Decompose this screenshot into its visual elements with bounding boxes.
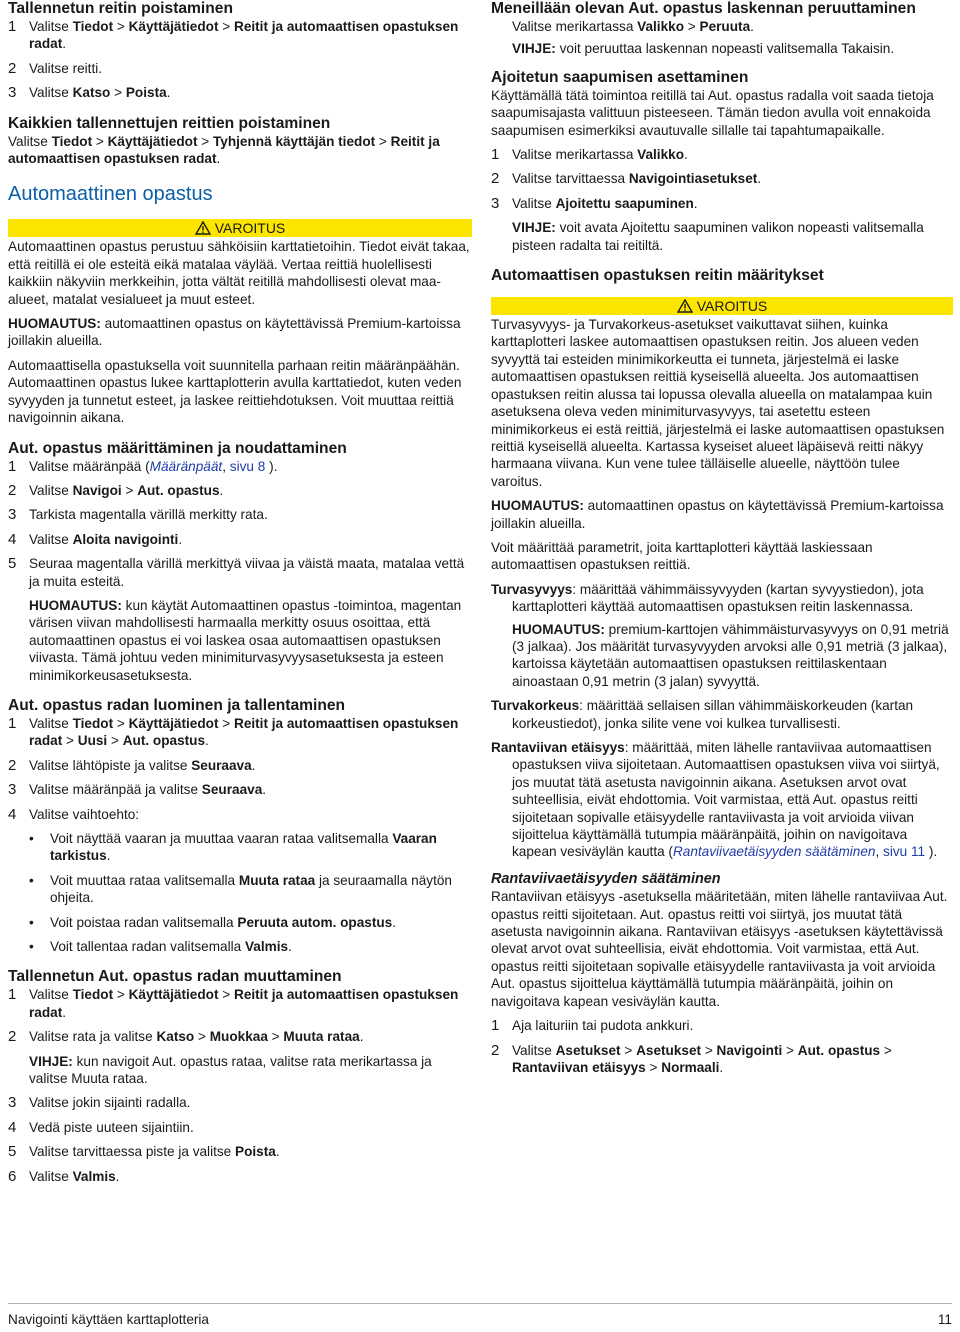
note: HUOMAUTUS: kun käytät Automaattinen opastus -toimintoa, magentan värisen viivan mahdollisesti harmaalla merkitty osuus osoittaa, että automaattinen opastus ei voi laskea osaa automaattisen opastuksen viivasta. Tämä johtuu veden minimiturvasyvyysasetuksesta ja esteen minimikorkeusasetuksesta. [29, 597, 462, 683]
heading-saved-route-delete: Tallennetun reitin poistaminen [8, 0, 233, 17]
bullet-item: • Voit tallentaa radan valitsemalla Valmis. [29, 939, 292, 955]
note: HUOMAUTUS: automaattinen opastus on käytettävissä Premium-kartoissa joillakin alueilla. [8, 316, 461, 349]
heading-all-routes-delete: Kaikkien tallennettujen reittien poistaminen [8, 114, 331, 132]
list-item: 3 Valitse Ajoitettu saapuminen. [491, 194, 698, 212]
list-item: 4 Valitse Aloita navigointi. [8, 530, 183, 548]
paragraph: Rantaviivan etäisyys -asetuksella määritetään, miten lähelle rantaviivaa Aut. opastus reitti sijoitetaan. Aut. opastus reitti voi siirtyä, jos muutat tätä asetusta navigoinnin aikana. Rantaviivan etäisyys -asetuksen käytettävissä olevat arvot ovat suhteellisia, eivät ehdottomia. Voit varmistaa, että Aut. opastus reitti sijoitetaan sopivalle etäisyydelle rantaviivasta ja voit arvioida Aut. opastus sijoittelua käyttämällä tutumpia määränpäitä, joihin on navigoitava kapean vesiväylän kautta. [491, 889, 948, 1009]
heading-config: Automaattisen opastuksen reitin määritykset [491, 267, 824, 285]
list-item: 1 Aja laituriin tai pudota ankkuri. [491, 1017, 694, 1035]
warning-text: Automaattinen opastus perustuu sähköisiin karttatietoihin. Tiedot eivät takaa, että reitillä ei ole esteitä eikä matalaa väylää. Vertaa reittiä huolellisesti kaikkiin näkyviin merkkeihin, jotta vältät reitillä mahdollisesti olevat maa-alueet, matalat vesialueet ja muut esteet. [8, 239, 470, 307]
note: HUOMAUTUS: automaattinen opastus on käytettävissä Premium-kartoissa joillakin alueilla. [491, 498, 944, 531]
section-title-auto-guidance: Automaattinen opastus [8, 183, 213, 206]
warning-banner: VAROITUS [8, 219, 472, 237]
paragraph: Valitse Tiedot > Käyttäjätiedot > Tyhjennä käyttäjän tiedot > Reitit ja automaattisen opastuksen radat. [8, 133, 440, 167]
list-item: 1 Valitse Tiedot > Käyttäjätiedot > Reitit ja automaattisen opastuksen radat. [8, 986, 459, 1020]
list-item: 1 Valitse Tiedot > Käyttäjätiedot > Reitit ja automaattisen opastuksen radat. [8, 18, 459, 52]
tip: VIHJE: voit peruuttaa laskennan nopeasti valitsemalla Takaisin. [512, 41, 895, 57]
link-shoreline-adjust[interactable]: Rantaviivaetäisyyden säätäminen [672, 844, 876, 860]
bullet-item: • Voit poistaa radan valitsemalla Peruuta autom. opastus. [29, 914, 397, 930]
tip: VIHJE: kun navigoit Aut. opastus rataa, valitse rata merikartassa ja valitse Muuta rataa. [29, 1053, 432, 1087]
link-page-11[interactable]: sivu 11 [883, 844, 926, 860]
list-item: 5 Seuraa magentalla värillä merkittyä viivaa ja väistä maata, matalaa vettä ja muita esteitä. [8, 555, 465, 589]
list-item: 4 Vedä piste uuteen sijaintiin. [8, 1118, 194, 1136]
warning-banner: VAROITUS [491, 297, 953, 315]
warning-icon [195, 221, 211, 235]
list-item: 3 Valitse määränpää ja valitse Seuraava. [8, 781, 267, 799]
page-number: 11 [937, 1312, 952, 1327]
list-item: 2 Valitse tarvittaessa Navigointiasetukset. [491, 170, 762, 188]
heading-edit: Tallennetun Aut. opastus radan muuttaminen [8, 968, 342, 986]
list-item: 4 Valitse vaihtoehto: [8, 805, 140, 823]
paragraph: Automaattisella opastuksella voit suunnitella parhaan reitin määränpäähän. Automaattinen opastus lukee karttaplotterin avulla karttatiedot, kuten veden syvyyden ja tunnetut esteet, ja laskee reittiehdotuksen. Voit muuttaa reittiä navigoinnin aikana. [8, 357, 462, 426]
warning-icon [677, 299, 693, 313]
list-item: 1 Valitse määränpää (Määränpäät, sivu 8 ). [8, 457, 278, 475]
paragraph: Käyttämällä tätä toimintoa reitillä tai Aut. opastus radalla voit saada tietoja saapumisajasta valittuun pisteeseen. Tämän tiedon avulla voit ennakoida saapumisen esimerkiksi avautuvalle sillalle tai tapahtumapaikalle. [491, 87, 934, 138]
list-item: 3 Tarkista magentalla värillä merkitty rata. [8, 506, 268, 524]
heading-create-save: Aut. opastus radan luominen ja tallentaminen [8, 696, 346, 714]
list-item: 5 Valitse tarvittaessa piste ja valitse Poista. [8, 1143, 280, 1161]
step-number: 1 [8, 18, 17, 35]
note: HUOMAUTUS: premium-karttojen vähimmäisturvasyvyys on 0,91 metriä (3 jalkaa). Jos määrität turvasyvyyden arvoksi alle 0,91 metriä (3 jalkaa), kartoissa käytetään automaattisen opastuksen reittilaskentaan ainoastaan 0,91 metrin (3 jalan) syvyyttä. [512, 621, 949, 689]
bullet-item: • Voit näyttää vaaran ja muuttaa vaaran rataa valitsemalla Vaaran tarkistus. [29, 831, 437, 864]
bullet-item: • Voit muuttaa rataa valitsemalla Muuta rataa ja seuraamalla näytön ohjeita. [29, 872, 452, 906]
heading-cancel: Meneillään olevan Aut. opastus laskennan peruuttaminen [491, 0, 916, 17]
list-item: 1 Valitse merikartassa Valikko. [491, 146, 688, 164]
heading-shoreline-adjust: Rantaviivaetäisyyden säätäminen [491, 870, 721, 887]
definition-safe-height: Turvakorkeus: määrittää sellaisen sillan vähimmäiskorkeuden (kartan korkeustiedot), jonka silite vene voi kulkea turvallisesti. [491, 698, 914, 731]
list-item: 3 Valitse Katso > Poista. [8, 84, 171, 102]
link-page-8[interactable]: sivu 8 [229, 458, 266, 474]
list-item: 3 Valitse jokin sijainti radalla. [8, 1094, 191, 1112]
paragraph: Voit määrittää parametrit, joita karttaplotteri käyttää laskiessaan automaattisen opastuksen reittiä. [491, 539, 873, 573]
heading-set-follow: Aut. opastus määrittäminen ja noudattaminen [8, 439, 347, 457]
footer-divider [8, 1303, 952, 1304]
right-column [491, 0, 953, 1076]
list-item: 1 Valitse Tiedot > Käyttäjätiedot > Reitit ja automaattisen opastuksen radat > Uusi > Aut. opastus. [8, 714, 459, 749]
heading-arrival: Ajoitetun saapumisen asettaminen [491, 68, 749, 86]
list-item: 2 Valitse lähtöpiste ja valitse Seuraava. [8, 756, 256, 774]
list-item: 2 Valitse Asetukset > Asetukset > Navigointi > Aut. opastus > Rantaviivan etäisyys > Normaali. [491, 1041, 892, 1075]
list-item: 2 Valitse reitti. [8, 59, 103, 77]
left-column [8, 0, 472, 1185]
list-item: 6 Valitse Valmis. [8, 1167, 120, 1185]
tip: VIHJE: voit avata Ajoitettu saapuminen valikon nopeasti valitsemalla pisteen radalta tai reitiltä. [512, 220, 924, 253]
definition-shoreline-distance: Rantaviivan etäisyys: määrittää, miten lähelle rantaviivaa automaattisen opastuksen viiva sijoitetaan. Automaattisen opastuksen viiva voi siirtyä, jos muutat tätä asetusta navigoinnin aikana. Asetuksen arvot ovat suhteellisia, eivät ehdottomia. Voit varmistaa, että Aut. opastus reitti sijoitetaan sopivalle etäisyydelle rantaviivasta ja voit arvioida viivan sijoittelua käyttämällä tutumpia määränpäitä, joihin on navigoitava kapean vesiväylän kautta (Rantaviivaetäisyyden säätäminen, sivu 11 ). [491, 740, 940, 860]
list-item: 2 Valitse rata ja valitse Katso > Muokkaa > Muuta rataa. [8, 1028, 364, 1046]
link-destinations[interactable]: Määränpäät [149, 458, 223, 474]
list-item: 2 Valitse Navigoi > Aut. opastus. [8, 481, 224, 499]
definition-safe-depth: Turvasyvyys: määrittää vähimmäissyvyyden (kartan syvyystiedon), jota karttaplotteri käyttää automaattisen opastuksen reitin laskennassa. [491, 581, 924, 615]
footer-section-title: Navigointi käyttäen karttaplotteria [8, 1312, 209, 1327]
warning-text: Turvasyvyys- ja Turvakorkeus-asetukset vaikuttavat siihen, kuinka karttaplotteri laskee automaattisen opastuksen reitin. Jos alueen veden syvyyttä tai esteiden minimikorkeutta ei tunneta, järjestelmä ei laske automaattisen opastuksen reittiä kyseisellä alueelta. Jos automaattisen opastuksen reitin alussa tai lopussa olevalla alueella on matalampaa kuin asetuksena oleva veden minimiturvasyvyys, tai asetettu esteen minimikorkeus ei estä reittiä, järjestelmä ei laske automaattisen opastuksen reittiä kyseisellä alueelta. Kartassa kyseiset alueet läpäisevä reitti näkyy harmaana viivana. Kun vene tulee tälläiselle alueelle, näyttöön tulee varoitus. [491, 317, 945, 489]
paragraph: Valitse merikartassa Valikko > Peruuta. [512, 19, 754, 34]
